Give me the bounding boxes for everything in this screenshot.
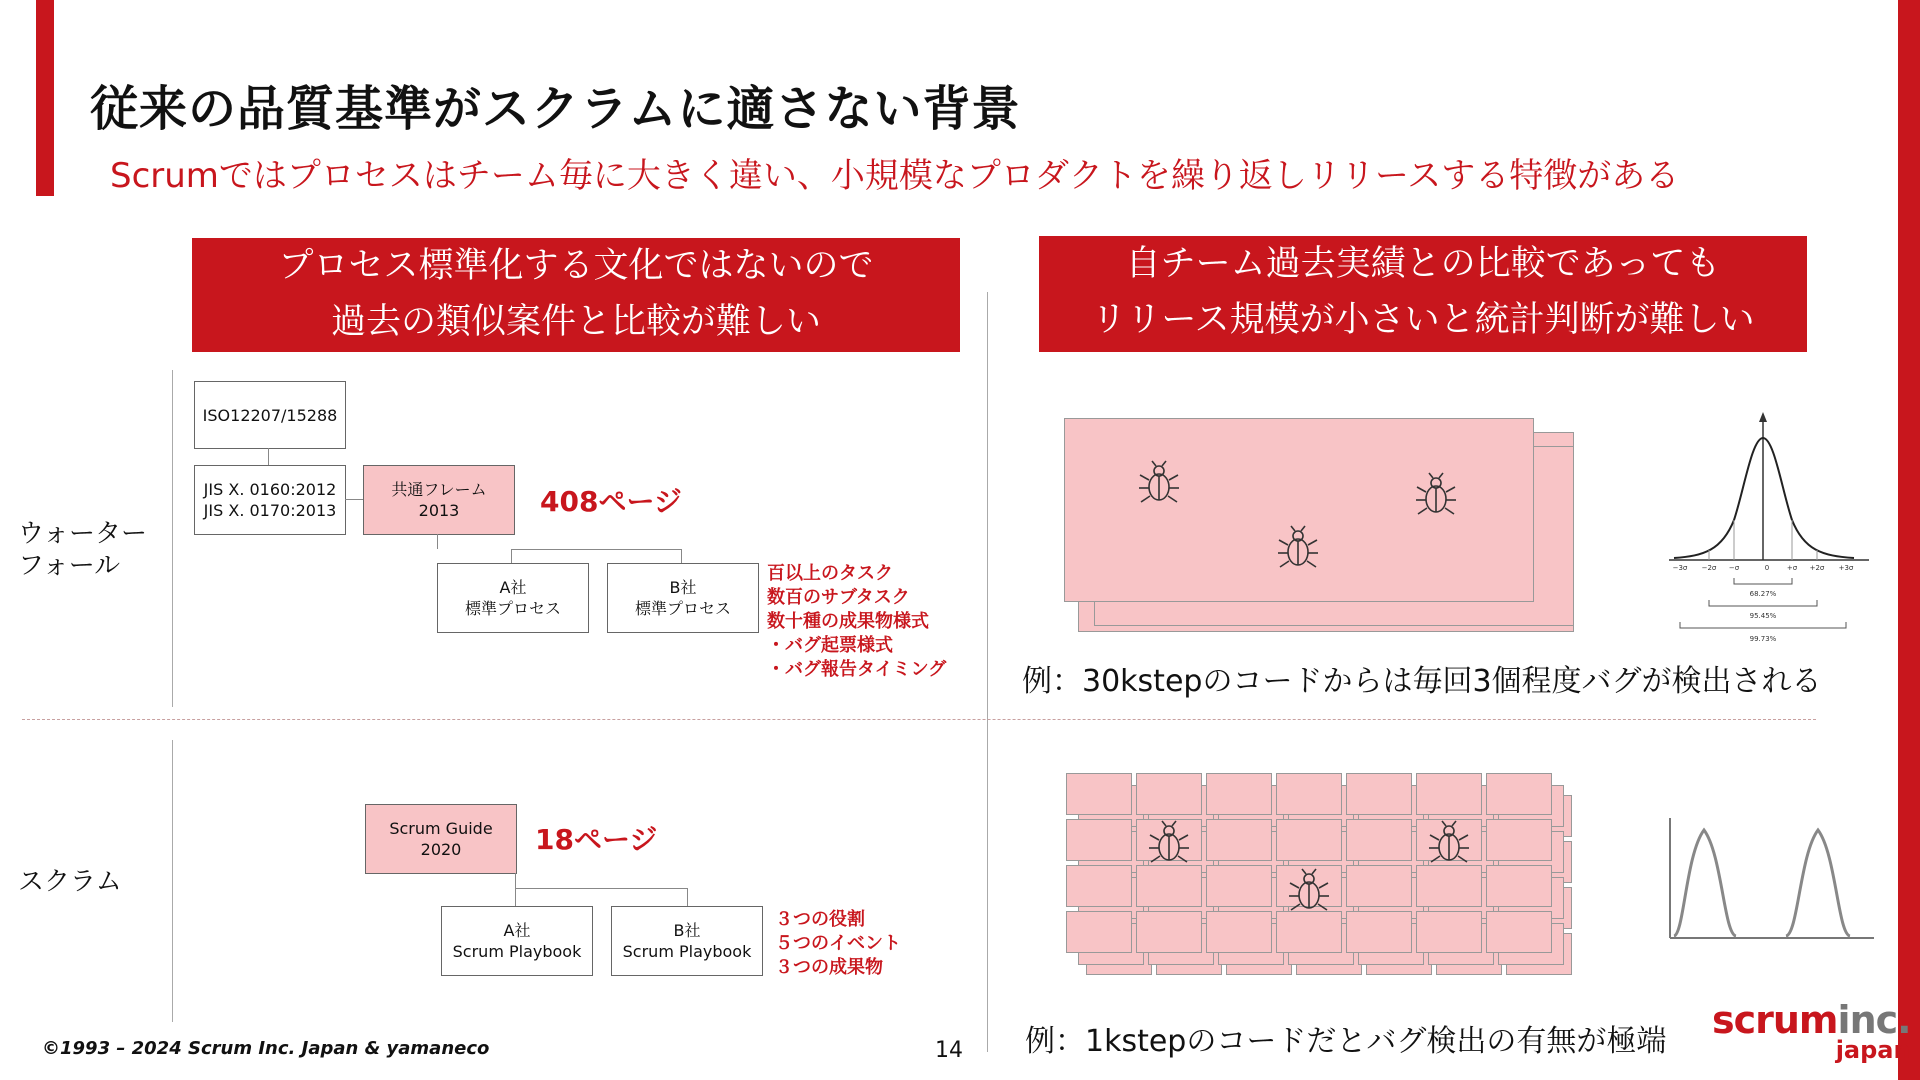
scruminc-logo [1712, 998, 1911, 1064]
framework-line2: 2013 [418, 501, 460, 520]
bug-icon [1286, 868, 1332, 918]
right-edge-bar [1898, 0, 1920, 1080]
logo-accent: inc. [1837, 998, 1911, 1042]
waterfall-note: 数百のサブタスク [767, 587, 910, 608]
iso-text: ISO12207/15288 [202, 405, 338, 425]
bug-icon [1413, 472, 1459, 522]
left-banner-line1: プロセス標準化する文化ではないので [278, 246, 874, 286]
bug-icon [1275, 525, 1321, 575]
waterfall-label [18, 518, 147, 582]
code-cell [1206, 819, 1272, 861]
code-cell [1346, 911, 1412, 953]
tick-label: +σ [1786, 564, 1798, 572]
company-a-name: A社 [503, 921, 531, 940]
company-b-playbook: Scrum Playbook [622, 942, 752, 961]
right-banner-line2: リリース規模が小さいと統計判断が難しい [1091, 300, 1755, 340]
range-label: 95.45% [1749, 612, 1777, 620]
code-cell [1486, 911, 1552, 953]
tick-label: +3σ [1838, 564, 1854, 572]
tick-label: −3σ [1672, 564, 1688, 572]
scrum-notes [775, 908, 901, 980]
tick-label: +2σ [1809, 564, 1825, 572]
code-cell [1066, 865, 1132, 907]
logo-sub: japan [1835, 1036, 1911, 1064]
common-framework-box [363, 465, 515, 535]
jis-box [194, 465, 346, 535]
normal-distribution-chart [1664, 410, 1874, 650]
code-cell [1136, 911, 1202, 953]
code-cell [1486, 773, 1552, 815]
code-cell [1346, 819, 1412, 861]
title-accent-bar [36, 0, 54, 196]
code-cell [1416, 911, 1482, 953]
waterfall-note: ・バグ起票様式 [767, 635, 893, 656]
waterfall-note: ・バグ報告タイミング [767, 659, 947, 680]
iso-box [194, 381, 346, 449]
center-divider [987, 292, 988, 1052]
jis-line1: JIS X. 0160:2012 [203, 480, 337, 499]
company-b-playbook-box [611, 906, 763, 976]
code-cell [1276, 819, 1342, 861]
company-a-playbook: Scrum Playbook [452, 942, 582, 961]
code-cell [1346, 773, 1412, 815]
code-cell [1066, 819, 1132, 861]
copyright: ©1993 – 2024 Scrum Inc. Japan & yamaneco [42, 1038, 490, 1059]
company-a-process: 標準プロセス [464, 599, 561, 618]
code-cell [1206, 865, 1272, 907]
scrum-guide-line1: Scrum Guide [389, 819, 493, 838]
waterfall-page-count: 408ページ [540, 485, 682, 518]
section-divider [22, 719, 1816, 720]
code-cell [1346, 865, 1412, 907]
logo-main: scrum [1712, 998, 1838, 1042]
code-cell [1136, 865, 1202, 907]
page-number: 14 [935, 1038, 963, 1063]
scrum-axis-line [172, 740, 173, 1022]
code-cell [1206, 773, 1272, 815]
company-b-process-box [607, 563, 759, 633]
slide-title: 従来の品質基準がスクラムに適さない背景 [90, 81, 1021, 137]
code-cell [1276, 773, 1342, 815]
waterfall-label-line2: フォール [18, 551, 121, 581]
tick-label: −2σ [1701, 564, 1717, 572]
company-b-name: B社 [669, 578, 697, 597]
waterfall-label-line1: ウォーター [18, 519, 147, 549]
company-b-name: B社 [673, 921, 701, 940]
right-banner-line1: 自チーム過去実績との比較であっても [1125, 244, 1721, 284]
scrum-note: ５つのイベント [775, 933, 901, 954]
bug-icon [1426, 820, 1472, 870]
range-label: 68.27% [1749, 590, 1777, 598]
company-a-name: A社 [499, 578, 527, 597]
code-cell [1416, 865, 1482, 907]
code-cell [1486, 819, 1552, 861]
tick-label: −σ [1728, 564, 1740, 572]
jis-line2: JIS X. 0170:2013 [203, 501, 337, 520]
scrum-guide-line2: 2020 [420, 840, 462, 859]
right-banner [1039, 236, 1807, 352]
company-b-process: 標準プロセス [634, 599, 731, 618]
waterfall-axis-line [172, 370, 173, 707]
scrum-page-count: 18ページ [535, 823, 658, 856]
code-cell [1066, 911, 1132, 953]
bimodal-distribution-chart [1666, 814, 1876, 944]
right-bottom-caption: 例：1kstepのコードだとバグ検出の有無が極端 [1025, 1024, 1667, 1059]
company-a-process-box [437, 563, 589, 633]
code-cell [1486, 865, 1552, 907]
left-banner-line2: 過去の類似案件と比較が難しい [330, 302, 821, 342]
code-cell [1136, 773, 1202, 815]
scrum-note: ３つの成果物 [775, 957, 883, 978]
slide-subtitle: Scrumではプロセスはチーム毎に大きく違い、小規模なプロダクトを繰り返しリリースする特徴がある [110, 156, 1680, 196]
bug-icon [1136, 460, 1182, 510]
range-label: 99.73% [1749, 635, 1777, 643]
waterfall-note: 百以上のタスク [767, 563, 893, 584]
left-banner [192, 238, 960, 352]
code-cell [1416, 773, 1482, 815]
waterfall-note: 数十種の成果物様式 [767, 611, 929, 632]
scrum-label: スクラム [18, 867, 122, 897]
scrum-note: ３つの役割 [775, 909, 865, 930]
code-cell [1066, 773, 1132, 815]
waterfall-notes [767, 562, 946, 682]
tick-label: 0 [1764, 564, 1770, 572]
code-cell [1206, 911, 1272, 953]
right-top-caption: 例：30kstepのコードからは毎回3個程度バグが検出される [1022, 664, 1822, 699]
framework-line1: 共通フレーム [391, 480, 487, 499]
scrum-guide-box [365, 804, 517, 874]
company-a-playbook-box [441, 906, 593, 976]
bug-icon [1146, 820, 1192, 870]
